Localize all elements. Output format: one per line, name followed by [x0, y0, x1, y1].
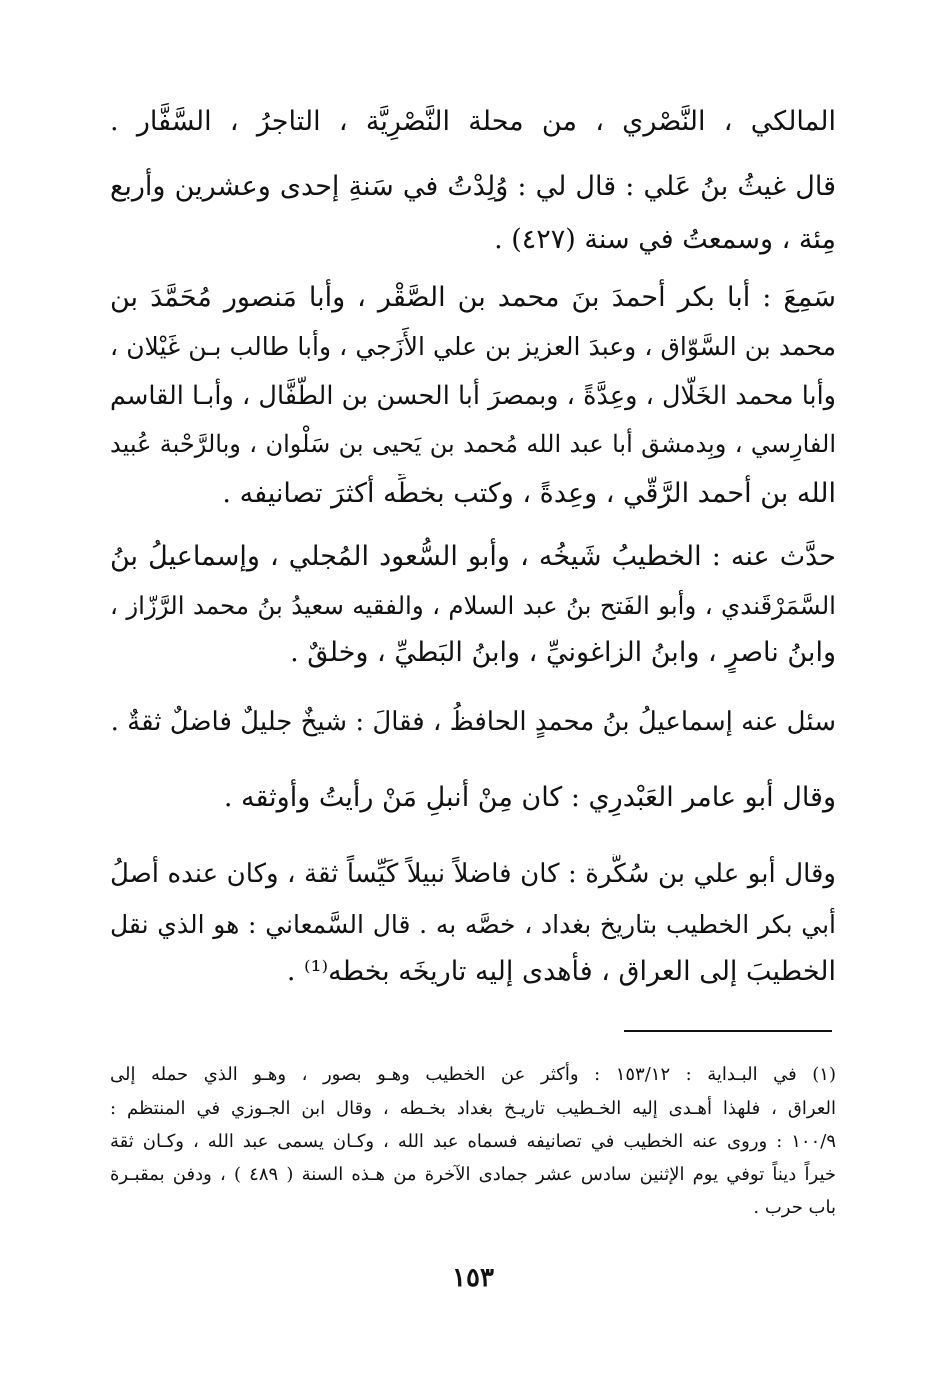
- text-line: السَّمَرْقَندي ، وأبو الفَتح بنُ عبد السلام ، والفقيه سعيدُ بنُ محمد الرَّزّاز ،: [110, 591, 836, 620]
- footnote-line: ١٠٠/٩ : وروى عنه الخطيب في تصانيفه فسماه عبد الله ، وكـان يسمى عبد الله ، وكـان ثقة: [110, 1131, 836, 1152]
- text-line: الله بن أحمد الرَّقّي ، وعِدةً ، وكتب بخطِّه أكثرَ تصانيفه .: [222, 478, 836, 509]
- text-line: وابنُ ناصرٍ ، وابنُ الزاغونيِّ ، وابنُ البَطيِّ ، وخلقٌ .: [290, 637, 836, 668]
- text-line: سئل عنه إسماعيلُ بنُ محمدٍ الحافظُ ، فقالَ : شيخٌ جليلٌ فاضلٌ ثقةٌ .: [110, 707, 836, 737]
- page-number: ١٥٣: [452, 1263, 494, 1293]
- text-line: الخطيبَ إلى العراق ، فأهدى إليه تاريخَه بخطه⁽¹⁾ .: [286, 956, 836, 987]
- text-line: سَمِعَ : أبا بكر أحمدَ بنَ محمد بن الصَّقْر ، وأبا مَنصور مُحَمَّدَ بن: [110, 282, 836, 313]
- footnote-line: (١) في البـداية : ١٥٣/١٢ : وأكثر عن الخطيب وهـو بصور ، وهـو الذي حمله إلى: [110, 1064, 836, 1085]
- text-line: محمد بن السَّوّاق ، وعبدَ العزيز بن علي الأَزَجي ، وأبا طالب بـن غَيْلان ،: [110, 332, 836, 361]
- text-line: حدَّث عنه : الخطيبُ شَيخُه ، وأبو السُّعود المُجلي ، وإسماعيلُ بنُ: [110, 541, 836, 572]
- text-line: وقال أبو عامر العَبْدرِي : كان مِنْ أنبلِ مَنْ رأيتُ وأوثقه .: [223, 782, 836, 813]
- footnote-separator: [624, 1030, 832, 1032]
- text-line: قال غيثُ بنُ عَلي : قال لي : وُلِدْتُ في سَنةِ إحدى وعشرين وأربع: [110, 171, 836, 202]
- text-line: الفارِسي ، وبِدمشق أبا عبد الله مُحمد بن يَحيى بن سَلْوان ، وبالرَّحْبة عُبيد: [110, 430, 836, 458]
- text-line: مِئة ، وسمعتُ في سنة (٤٢٧) .: [494, 224, 836, 255]
- footnote-line: خيراً ديناً توفي يوم الإثنين سادس عشر جمادى الآخرة من هـذه السنة ( ٤٨٩ ) ، ودفن بمقبـرة: [110, 1164, 836, 1185]
- text-line: وأبا محمد الخَلّال ، وعِدَّةً ، وبمصرَ أبا الحسن بن الطَّفَّال ، وأبـا القاسم: [110, 381, 836, 411]
- footnote-line: باب حرب .: [753, 1197, 836, 1218]
- text-line: المالكي ، النَّصْري ، من محلة النَّصْرِيَّة ، التاجرُ ، السَّفَّار .: [110, 106, 836, 137]
- text-line: وقال أبو علي بن سُكَّرة : كان فاضلاً نبيلاً كَيِّساً ثقة ، وكان عنده أصلُ: [110, 859, 836, 889]
- footnote-line: العراق ، فلهذا أهـدى إليه الخـطيب تاريـخ بغداد بخـطه ، وقال ابن الجـوزي في المنتظم :: [110, 1098, 836, 1119]
- text-line: أبي بكر الخطيب بتاريخ بغداد ، خصَّه به . قال السَّمعاني : هو الذي نقل: [110, 910, 836, 939]
